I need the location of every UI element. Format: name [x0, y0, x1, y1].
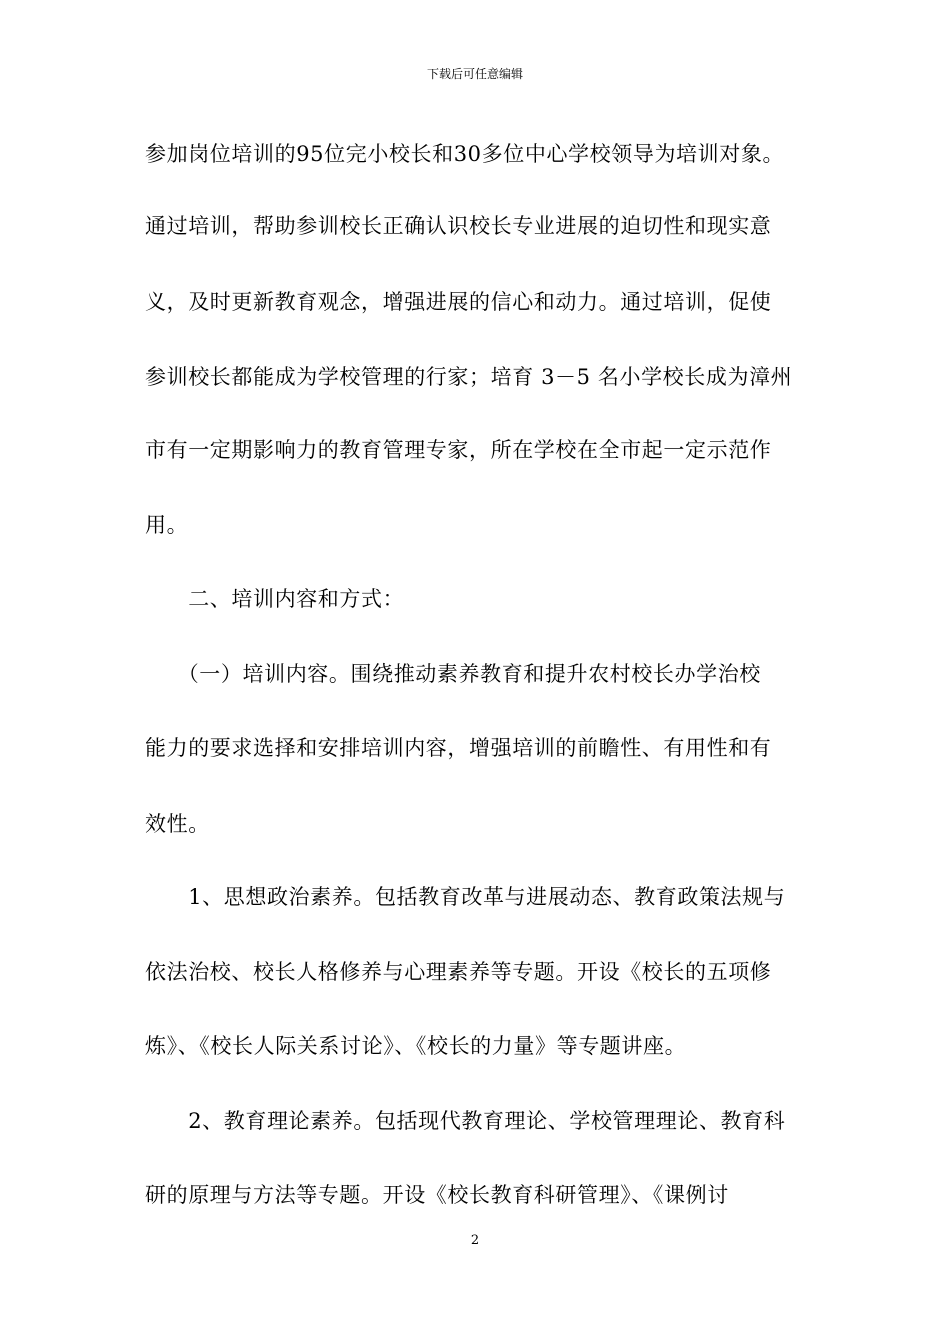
paragraph-line: 效性。 — [145, 812, 210, 836]
paragraph-line: 2、教育理论素养。包括现代教育理论、学校管理理论、教育科 — [145, 1109, 786, 1133]
paragraph-line: 市有一定期影响力的教育管理专家，所在学校在全市起一定示范作 — [145, 438, 772, 462]
paragraph-line: （一）培训内容。围绕推动素养教育和提升农村校长办学治校 — [145, 662, 761, 686]
paragraph-line: 能力的要求选择和安排培训内容，增强培训的前瞻性、有用性和有 — [145, 736, 772, 760]
paragraph-line: 研的原理与方法等专题。开设《校长教育科研管理》、《课例讨 — [145, 1183, 729, 1207]
page-number: 2 — [470, 1233, 480, 1248]
paragraph-line: 依法治校、校长人格修养与心理素养等专题。开设《校长的五项修 — [145, 960, 772, 984]
paragraph-line: 义，及时更新教育观念，增强进展的信心和动力。通过培训，促使 — [145, 290, 772, 314]
paragraph-line: 炼》、《校长人际关系讨论》、《校长的力量》等专题讲座。 — [145, 1034, 687, 1058]
paragraph-line: 通过培训，帮助参训校长正确认识校长专业进展的迫切性和现实意 — [145, 214, 772, 238]
section-heading: 二、培训内容和方式： — [145, 587, 405, 611]
paragraph-line: 参加岗位培训的95位完小校长和30多位中心学校领导为培训对象。 — [145, 142, 785, 166]
paragraph-line: 用。 — [145, 513, 189, 537]
paragraph-line: 1、思想政治素养。包括教育改革与进展动态、教育政策法规与 — [145, 885, 786, 909]
paragraph-line: 参训校长都能成为学校管理的行家；培育 3－5 名小学校长成为漳州 — [145, 365, 793, 389]
page-header: 下载后可任意编辑 — [426, 67, 523, 81]
